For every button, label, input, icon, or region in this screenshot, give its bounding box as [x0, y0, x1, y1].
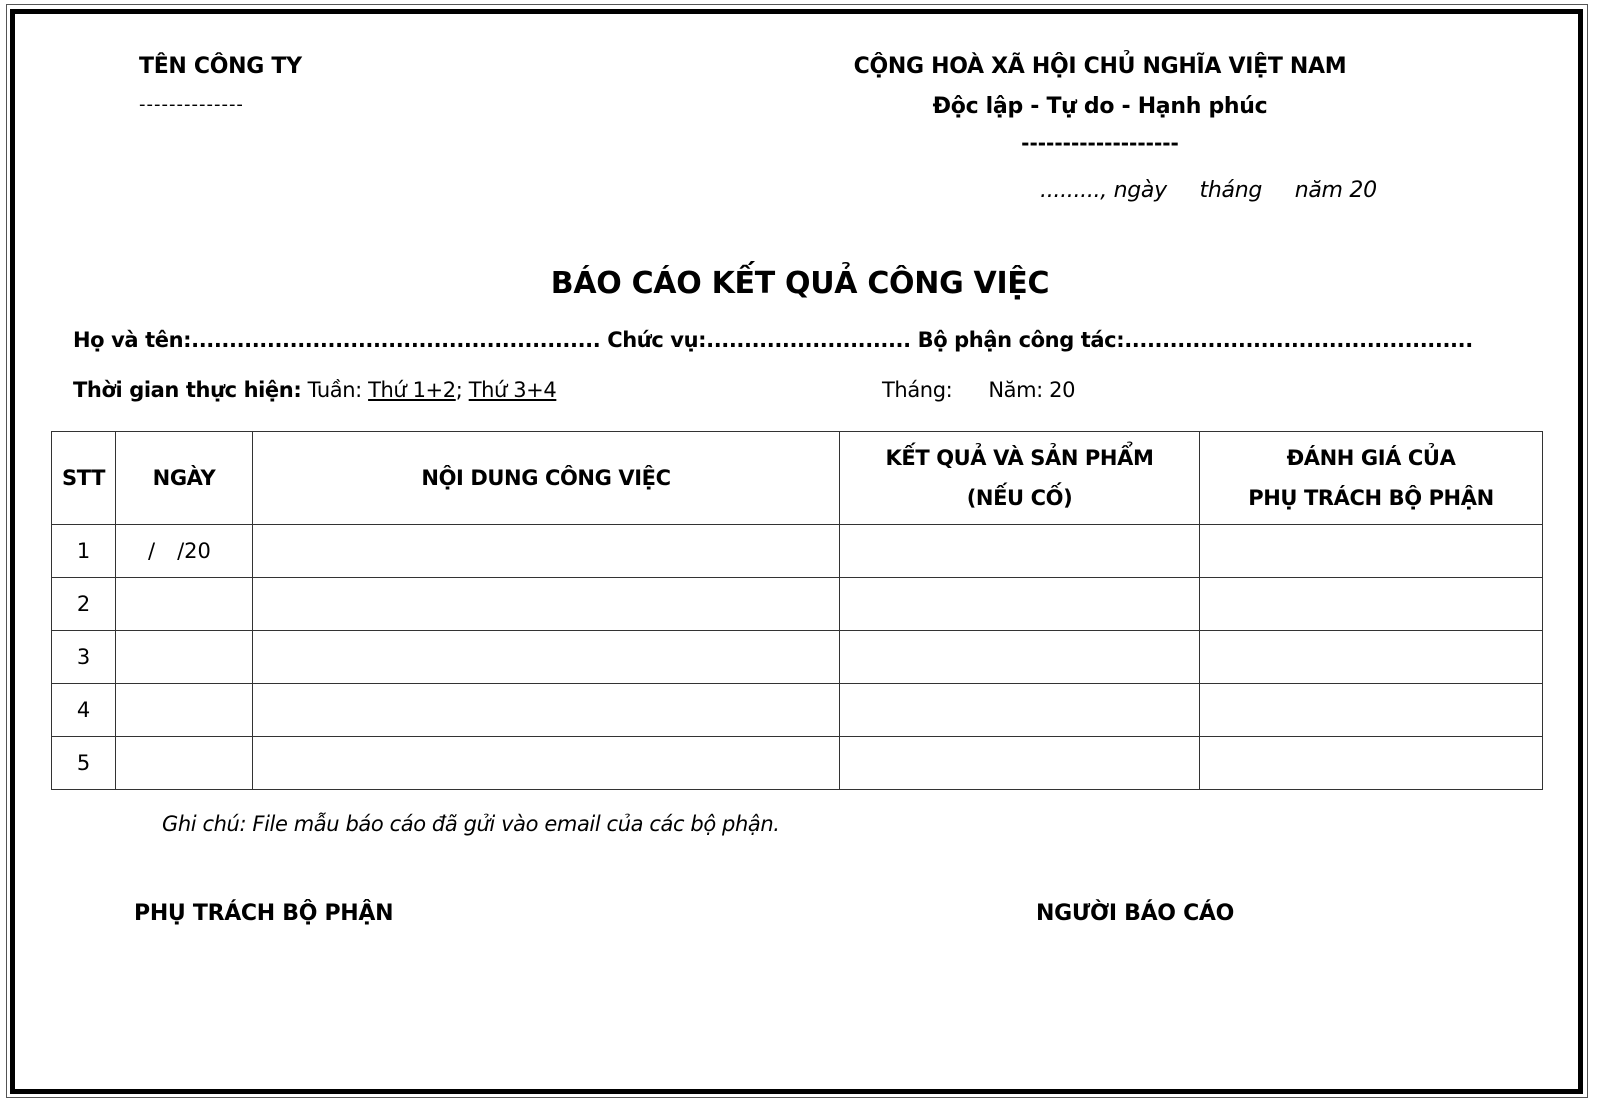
cell-ket-qua[interactable]	[840, 525, 1200, 578]
date-month: tháng	[1199, 178, 1263, 203]
period-label: Thời gian thực hiện:	[73, 378, 302, 402]
cell-ngay[interactable]	[116, 578, 253, 631]
col-header-ket-qua-line2: (NẾU CỐ)	[966, 486, 1073, 510]
week-option-1: Thứ 1+2	[368, 378, 456, 402]
nation-title: CỘNG HOÀ XÃ HỘI CHỦ NGHĨA VIỆT NAM	[853, 54, 1347, 79]
table-row	[52, 578, 1543, 631]
cell-stt: 5	[52, 737, 116, 790]
employee-info-line: Họ và tên:...................................................... Chức vụ:........................... Bộ phận công tác:..............................................	[73, 328, 1473, 352]
cell-danh-gia[interactable]	[1200, 737, 1543, 790]
col-header-ngay: NGÀY	[116, 432, 253, 525]
motto-underline: -------------------	[1021, 131, 1179, 155]
year-label: Năm: 20	[988, 378, 1076, 402]
cell-ngay[interactable]	[116, 525, 253, 578]
cell-noi-dung[interactable]	[253, 684, 840, 737]
nation-motto: Độc lập - Tự do - Hạnh phúc	[932, 94, 1268, 119]
date-year: năm 20	[1294, 178, 1377, 203]
col-header-stt: STT	[52, 432, 116, 525]
company-name: TÊN CÔNG TY	[139, 54, 302, 79]
signature-department-head: PHỤ TRÁCH BỘ PHẬN	[134, 901, 394, 926]
table-row	[52, 737, 1543, 790]
date-place-day: ........., ngày	[1040, 178, 1167, 203]
month-year-line	[882, 378, 1075, 402]
cell-ngay[interactable]	[116, 684, 253, 737]
table-row	[52, 684, 1543, 737]
table-row	[52, 631, 1543, 684]
cell-stt: 2	[52, 578, 116, 631]
cell-danh-gia[interactable]	[1200, 631, 1543, 684]
cell-danh-gia[interactable]	[1200, 578, 1543, 631]
cell-noi-dung[interactable]	[253, 578, 840, 631]
table-row	[52, 525, 1543, 578]
date-line	[1040, 178, 1377, 203]
cell-ngay[interactable]	[116, 737, 253, 790]
cell-danh-gia[interactable]	[1200, 684, 1543, 737]
col-header-ket-qua	[840, 432, 1200, 525]
cell-noi-dung[interactable]	[253, 737, 840, 790]
cell-noi-dung[interactable]	[253, 631, 840, 684]
work-report-table	[51, 431, 1543, 790]
table-header-row	[52, 432, 1543, 525]
col-header-noi-dung: NỘI DUNG CÔNG VIỆC	[253, 432, 840, 525]
signature-reporter: NGƯỜI BÁO CÁO	[1036, 901, 1235, 926]
footnote: Ghi chú: File mẫu báo cáo đã gửi vào email của các bộ phận.	[162, 812, 780, 836]
national-header	[820, 52, 1380, 156]
cell-ket-qua[interactable]	[840, 684, 1200, 737]
company-underline: --------------	[139, 94, 244, 115]
ngay-day-slash: /	[148, 539, 156, 563]
week-option-2: Thứ 3+4	[468, 378, 557, 402]
col-header-danh-gia-line1: ĐÁNH GIÁ CỦA	[1286, 446, 1456, 470]
cell-danh-gia[interactable]	[1200, 525, 1543, 578]
cell-noi-dung[interactable]	[253, 525, 840, 578]
cell-stt: 3	[52, 631, 116, 684]
week-separator: ;	[455, 378, 463, 402]
col-header-danh-gia-line2: PHỤ TRÁCH BỘ PHẬN	[1248, 486, 1494, 510]
month-label: Tháng:	[882, 378, 953, 402]
cell-stt: 1	[52, 525, 116, 578]
col-header-danh-gia	[1200, 432, 1543, 525]
cell-ngay[interactable]	[116, 631, 253, 684]
ngay-year: /20	[177, 539, 211, 563]
cell-ket-qua[interactable]	[840, 631, 1200, 684]
document-title: BÁO CÁO KẾT QUẢ CÔNG VIỆC	[550, 266, 1050, 301]
period-line	[73, 378, 556, 402]
week-label: Tuần:	[307, 378, 362, 402]
cell-ket-qua[interactable]	[840, 578, 1200, 631]
cell-ket-qua[interactable]	[840, 737, 1200, 790]
col-header-ket-qua-line1: KẾT QUẢ VÀ SẢN PHẨM	[885, 446, 1154, 470]
cell-stt: 4	[52, 684, 116, 737]
